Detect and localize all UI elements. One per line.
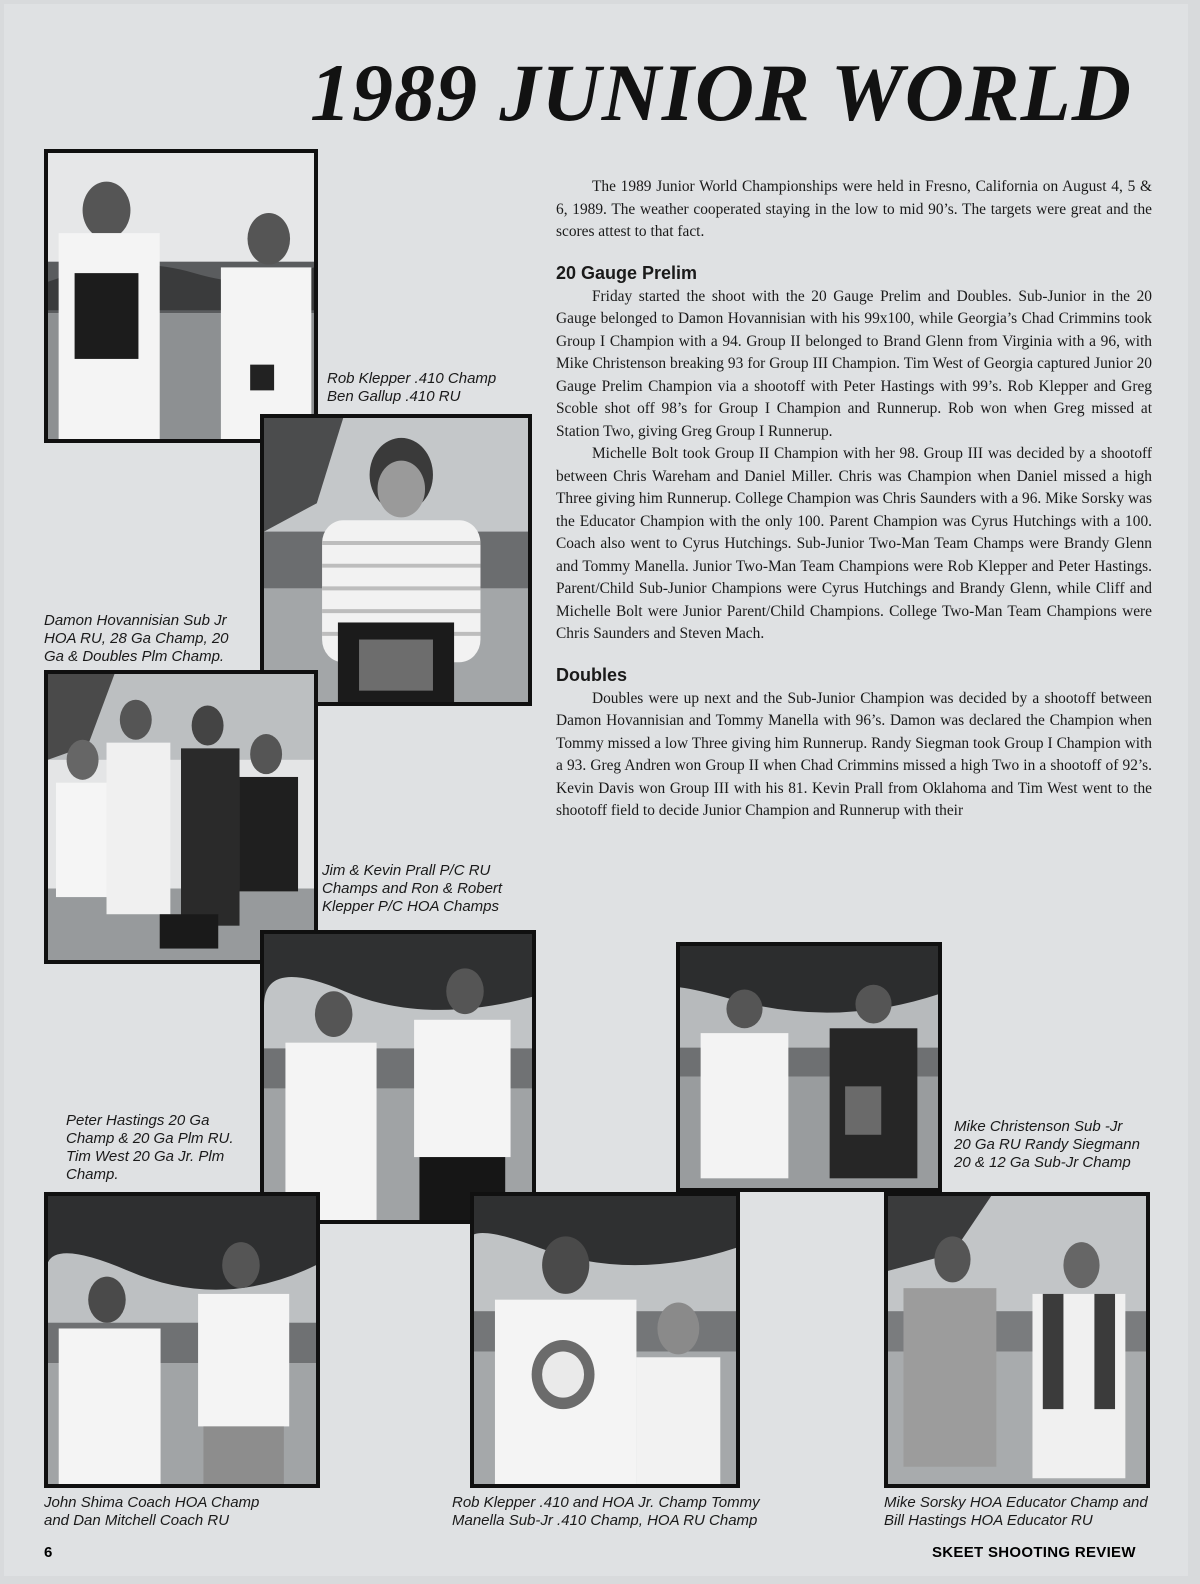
caption-klepper-gallup: Rob Klepper .410 Champ Ben Gallup .410 RU (327, 370, 497, 405)
photo-klepper-gallup (44, 149, 318, 443)
page-title: 1989 JUNIOR WORLD (310, 47, 1132, 138)
caption-prall-klepper: Jim & Kevin Prall P/C RU Champs and Ron & Robert Klepper P/C HOA Champs (322, 862, 503, 915)
publication-name: SKEET SHOOTING REVIEW (932, 1544, 1136, 1561)
photo-sorsky-hastings (884, 1192, 1150, 1488)
article-intro: The 1989 Junior World Championships were held in Fresno, California on August 4, 5 & 6, 1989. The weather cooperated staying in the low to mid 90’s. The targets were great and the scores attest to that fact. (556, 178, 1152, 240)
caption-christenson-siegmann: Mike Christenson Sub -Jr 20 Ga RU Randy Siegmann 20 & 12 Ga Sub-Jr Champ (954, 1118, 1140, 1171)
caption-sorsky-hastings: Mike Sorsky HOA Educator Champ and Bill Hastings HOA Educator RU (884, 1494, 1148, 1529)
article-paragraph: Michelle Bolt took Group II Champion with her 98. Group III was decided by a shootoff between Chris Wareham and Daniel Miller. Chris was Champion when Daniel missed a high Three giving him Runnerup. College Champion was Chris Saunders with a 96. Mike Sorsky was the Educator Champion with the only 100. Parent Champion was Cyrus Hutchings with a 100. Coach also went to Cyrus Hutchings. Sub-Junior Two-Man Team Champs were Brandy Glenn and Tommy Manella. Junior Two-Man Team Champions were Rob Klepper and Peter Hastings. Parent/Child Sub-Junior Champions were Cyrus Hutchings and Brandy Glenn, while Cliff and Michelle Bolt were Junior Parent/Child Champions. College Two-Man Team Champions were Chris Saunders and Steven Mach. (556, 445, 1152, 642)
photo-hastings-west (260, 930, 536, 1224)
photo-shima-mitchell (44, 1192, 320, 1488)
photo-christenson-siegmann (676, 942, 942, 1192)
section-heading-20-gauge: 20 Gauge Prelim (556, 262, 698, 283)
caption-hovannisian: Damon Hovannisian Sub Jr HOA RU, 28 Ga Champ, 20 Ga & Doubles Plm Champ. (44, 612, 229, 665)
photo-klepper-manella (470, 1192, 740, 1488)
section-heading-doubles: Doubles (556, 664, 628, 685)
article-paragraph: Friday started the shoot with the 20 Gauge Prelim and Doubles. Sub-Junior in the 20 Gauge belonged to Damon Hovannisian with his 99x100, while Georgia’s Chad Crimmins took Group I Champion with a 94. Group II belonged to Brand Glenn from Virginia with a 96, with Mike Christenson breaking 93 for Group III Champion. Tim West of Georgia captured Junior 20 Gauge Prelim Champion via a shootoff with Peter Hastings with 99’s. Rob Klepper and Greg Scoble shot off 98’s for Group I Champion and Runnerup. Rob won when Greg missed at Station Two, giving Greg Group I Runnerup. (556, 287, 1152, 440)
page-number: 6 (44, 1544, 53, 1561)
caption-shima-mitchell: John Shima Coach HOA Champ and Dan Mitchell Coach RU (44, 1494, 260, 1529)
article-body (556, 176, 1152, 823)
photo-hovannisian (260, 414, 532, 706)
photo-prall-klepper (44, 670, 318, 964)
caption-klepper-manella: Rob Klepper .410 and HOA Jr. Champ Tommy Manella Sub-Jr .410 Champ, HOA RU Champ (452, 1494, 760, 1529)
caption-hastings-west: Peter Hastings 20 Ga Champ & 20 Ga Plm RU. Tim West 20 Ga Jr. Plm Champ. (66, 1112, 234, 1183)
article-paragraph: Doubles were up next and the Sub-Junior Champion was decided by a shootoff between Damon Hovannisian and Tommy Manella with 96’s. Damon was declared the Champion when Tommy missed a low Three giving him Runnerup. Randy Siegman took Group I Champion with a 93. Greg Andren won Group II when Chad Crimmins missed a high Two in a shootoff of 92’s. Kevin Davis won Group III with his 81. Kevin Prall from Oklahoma and Tim West went to the shootoff field to decide Junior Champion and Runnerup with their (556, 689, 1152, 819)
